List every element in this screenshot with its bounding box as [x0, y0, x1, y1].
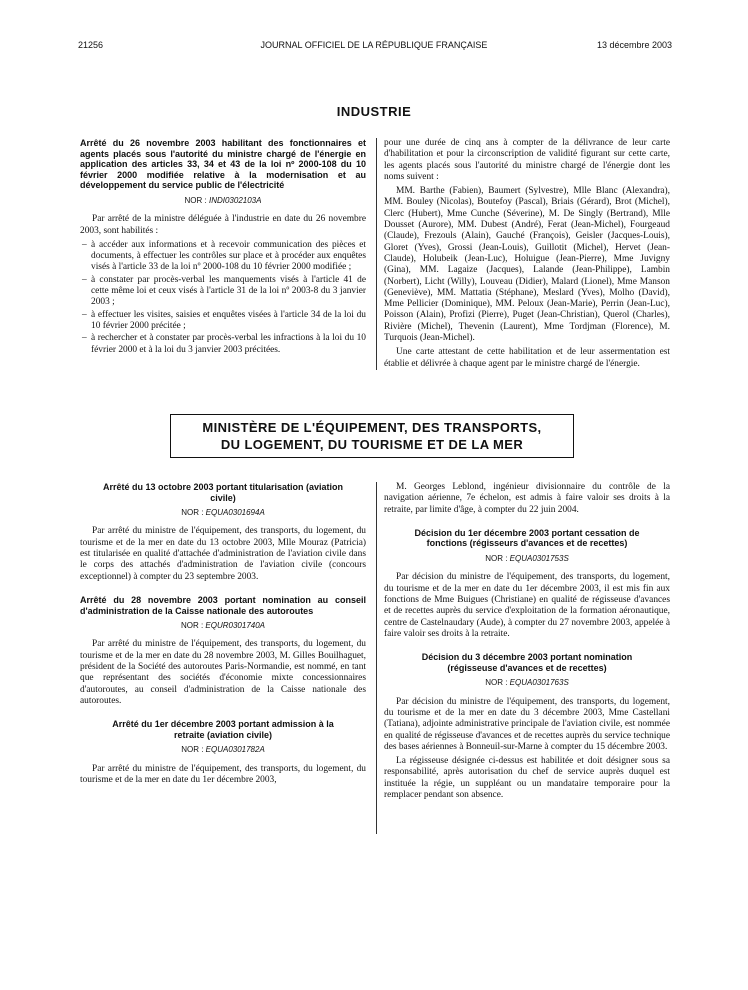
- article-title: Arrêté du 13 octobre 2003 portant titularisation (aviation civile): [102, 482, 344, 503]
- article-block: [384, 528, 670, 640]
- section-title-industrie: INDUSTRIE: [336, 104, 412, 119]
- article-body: Par décision du ministre de l'équipement, des transports, du logement, du tourisme et de la mer en date du 1er décembre 2003, il est mis fin aux fonctions de Mme Buigues (Christiane) en qualité de régisseuse d'avances et de recettes auprès du service d'exploitation de la formation aéronautique, centre de Castelnaudary (Aude), à compter du 27 novembre 2003, appelée à faire valoir ses droits à la retraite.: [384, 572, 670, 639]
- industrie-right-column: [384, 138, 670, 373]
- article-closing: Une carte attestant de cette habilitation et de leur assermentation est établie et délivrée à chaque agent par le ministre chargé de l'énergie.: [384, 347, 670, 369]
- article-continuation: pour une durée de cinq ans à compter de la délivrance de leur carte d'habilitation et pour la circonscription de validité figurant sur cette carte, les agents placés sous l'autorité du ministre chargé de l'énergie dont les noms suivent :: [384, 138, 670, 182]
- article-body: Par arrêté du ministre de l'équipement, des transports, du logement, du tourisme et de la mer en date du 1er décembre 2003,: [80, 763, 366, 786]
- article-body: La régisseuse désignée ci-dessus est habilitée et doit désigner sous sa responsabilité, après autorisation du chef de service auprès duquel est instituée la régie, un suppléant ou un mandataire temporaire pour la remplacer pendant son absence.: [384, 756, 670, 801]
- article-block: [384, 652, 670, 801]
- nor-reference: NOR : EQUA0301694A: [181, 508, 265, 518]
- article-continuation: M. Georges Leblond, ingénieur divisionnaire du contrôle de la navigation aérienne, 7e échelon, est admis à faire valoir ses droits à la retraite, par limite d'âge, à compter du 22 juin 2004.: [384, 482, 670, 515]
- article-body: Par arrêté du ministre de l'équipement, des transports, du logement, du tourisme et de la mer en date du 13 octobre 2003, Mlle Mouraz (Patricia) est titularisée en qualité d'attachée d'administration de l'aviation civile dans le corps des attachés d'administration de l'aviation civile (concours exceptionnel) à compter du 23 septembre 2003.: [80, 526, 366, 582]
- nor-reference: NOR : EQUA0301753S: [485, 554, 569, 564]
- list-item: – à effectuer les visites, saisies et enquêtes visées à l'article 34 de la loi du 10 février 2000 précitée ;: [91, 310, 366, 333]
- article-title: Décision du 3 décembre 2003 portant nomination (régisseuse d'avances et de recettes): [421, 652, 633, 673]
- journal-title: JOURNAL OFFICIEL DE LA RÉPUBLIQUE FRANÇAISE: [260, 40, 488, 50]
- issue-date: 13 décembre 2003: [596, 40, 672, 50]
- ministry-heading-line1: MINISTÈRE DE L'ÉQUIPEMENT, DES TRANSPORTS,: [202, 420, 542, 435]
- ministry-left-column: [80, 482, 366, 789]
- nor-reference: NOR : EQUR0301740A: [180, 621, 266, 631]
- nor-reference: NOR : EQUA0301763S: [485, 678, 569, 688]
- article-block: [80, 482, 366, 583]
- nor-reference: NOR : INDI0302103A: [184, 195, 262, 205]
- nor-reference: NOR : EQUA0301782A: [181, 745, 265, 755]
- article-title: Arrêté du 1er décembre 2003 portant admission à la retraite (aviation civile): [112, 719, 334, 740]
- article-block: [80, 595, 366, 707]
- column-divider: [376, 138, 377, 370]
- article-block: [80, 719, 366, 786]
- agent-names: MM. Barthe (Fabien), Baumert (Sylvestre), Mlle Blanc (Alexandra), MM. Bouley (Nicolas), Boutefoy (Pascal), Briais (Gérard), Brot (Michel), Clerc (Hubert), Mme Cunche (Séverine), M. De Singly (Bertrand), Mlle Dousset (Aurore), MM. Dubest (André), Ferat (Jean-Michel), Fourgeaud (Claude), Frezouls (Alain), Gauché (François), Geisler (Jacques-Louis), Gloret (Yves), Grossi (Jean-Louis), Guillotit (Michel), Hervet (Jean-Claude), Holubeik (Jean-Luc), Holuigue (Jean-Pierre), Mme Juvigny (Gina), MM. Lagaize (Jacques), Lalande (Jean-Philippe), Lambin (Norbert), Licht (Willy), Louveau (Didier), Malard (Lionel), Mme Manson (Geneviève), MM. Mattatia (Stéphane), Meslard (Yves), Molho (David), Mme Pellicier (Dominique), MM. Peloux (Jean-Marie), Perrin (Jean-Luc), Poisson (Alain), Profizi (Pierre), Puget (Jean-Christian), Querol (Charles), Rivière (Michel), Thevenin (Laurent), Mme Tordjman (Florence), M. Turquois (Jean-Michel).: [384, 186, 670, 344]
- list-item: – à constater par procès-verbal les manquements visés à l'article 41 de cette même loi et ceux visés à l'article 31 de la loi nº 2003-8 du 3 janvier 2003 ;: [91, 275, 366, 309]
- ministry-heading-box: [170, 414, 574, 458]
- ministry-heading-line2: DU LOGEMENT, DU TOURISME ET DE LA MER: [220, 437, 524, 452]
- article-title: Décision du 1er décembre 2003 portant cessation de fonctions (régisseurs d'avances et de recettes): [414, 527, 640, 549]
- article-title: Arrêté du 28 novembre 2003 portant nomination au conseil d'administration de la Caisse nationale des autoroutes: [80, 594, 366, 616]
- list-item: – à rechercher et à constater par procès-verbal les infractions à la loi du 10 février 2000 et à la loi du 3 janvier 2003 précitées.: [91, 333, 366, 356]
- article-title: Arrêté du 26 novembre 2003 habilitant des fonctionnaires et agents placés sous l'autorité du ministre chargé de l'énergie en application des articles 33, 34 et 43 de la loi nº 2000-108 du 10 février 2000 modifiée relative à la modernisation et au développement du service public de l'électricité: [80, 138, 366, 191]
- page-number: 21256: [78, 40, 104, 50]
- article-body: Par décision du ministre de l'équipement, des transports, du logement, du tourisme et de la mer en date du 3 décembre 2003, Mme Castellani (Tatiana), adjointe administrative principale de l'aviation civile, est nommée en qualité de régisseuse d'avances et de recettes auprès du service technique des bases aériennes à Bonneuil-sur-Marne à compter du 15 décembre 2003.: [384, 696, 670, 752]
- list-item: – à accéder aux informations et à recevoir communication des pièces et documents, à effectuer les contrôles sur place et à procéder aux enquêtes visés à l'article 33 de la loi nº 2000-108 du 10 février 2000 modifiée ;: [91, 240, 366, 274]
- article-intro: Par arrêté de la ministre déléguée à l'industrie en date du 26 novembre 2003, sont habilités :: [80, 214, 366, 236]
- article-body: Par arrêté du ministre de l'équipement, des transports, du logement, du tourisme et de la mer en date du 28 novembre 2003, M. Gilles Bouilhaguet, président de la Société des autoroutes Paris-Normandie, est nommé, en tant que représentant des sociétés d'économie mixte concessionnaires d'autoroutes, au conseil d'administration de la Caisse nationale des autoroutes.: [80, 639, 366, 706]
- ministry-right-column: [384, 482, 670, 804]
- habilitation-list: [80, 240, 366, 356]
- column-divider: [376, 482, 377, 834]
- industrie-left-column: [80, 138, 366, 357]
